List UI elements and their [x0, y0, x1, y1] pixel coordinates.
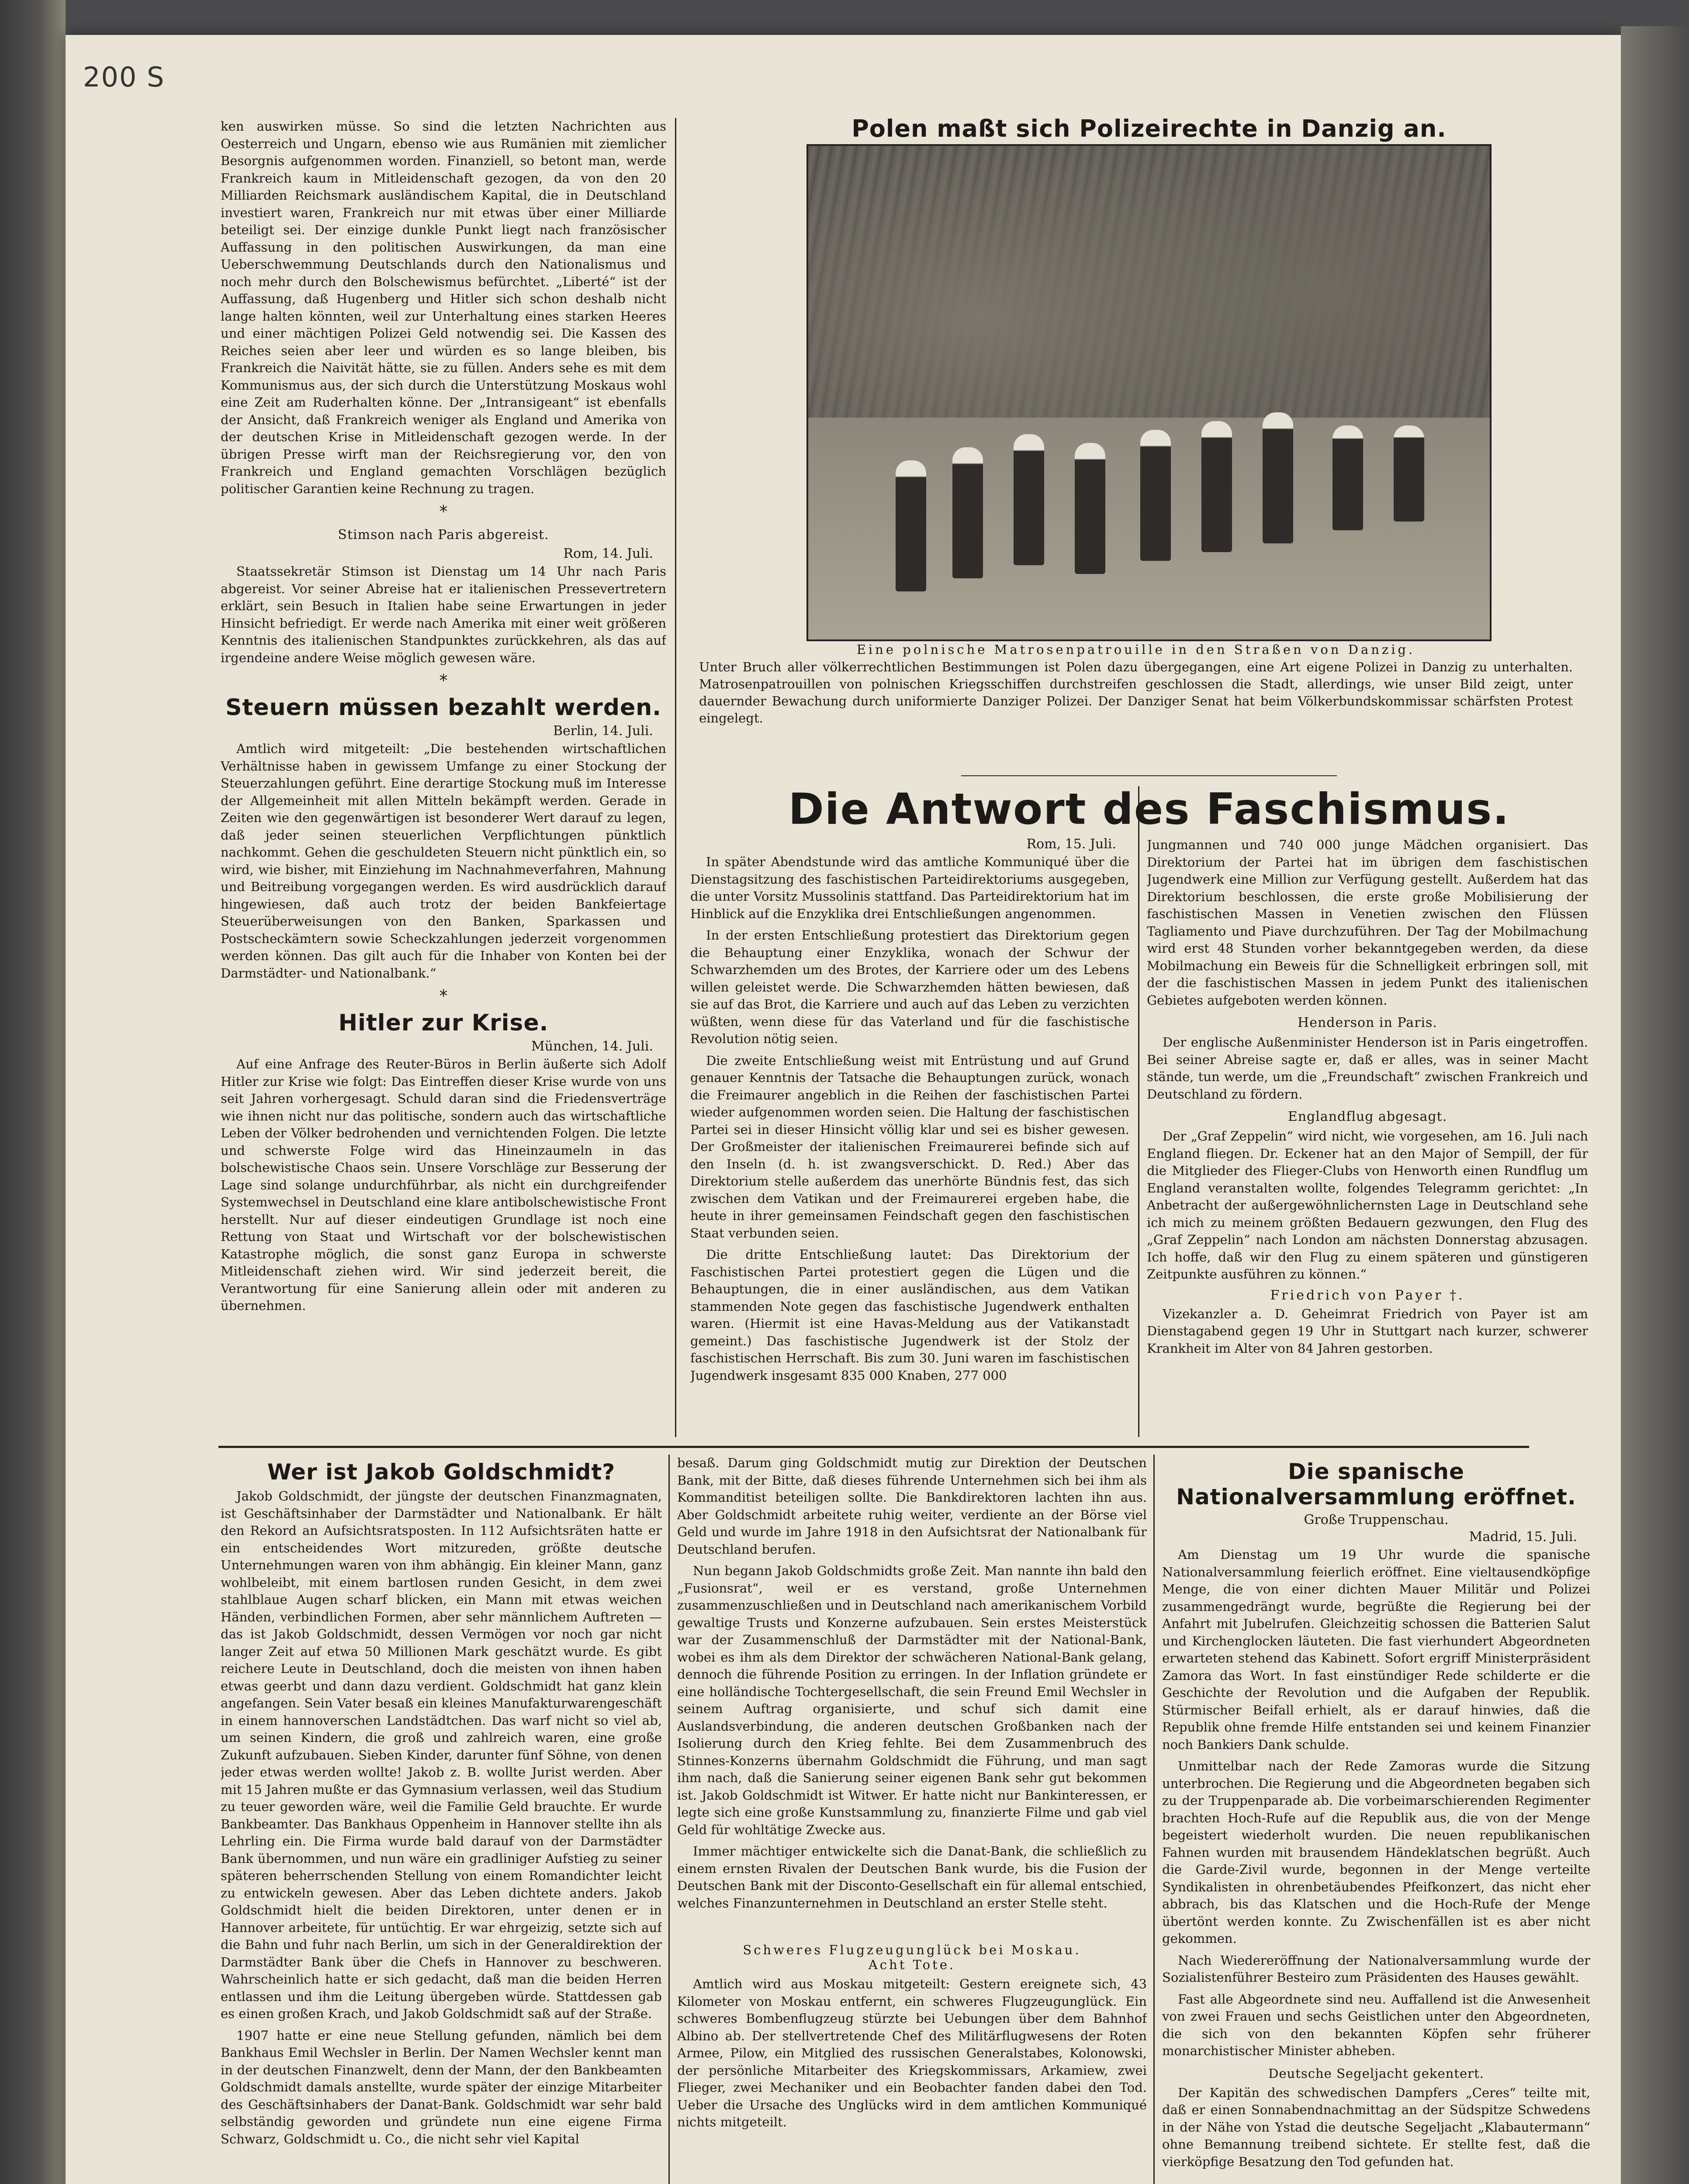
photo-figure — [896, 460, 926, 591]
photo-figure — [1140, 430, 1171, 561]
headline-stimson: Stimson nach Paris abgereist. — [338, 527, 549, 543]
article-text: In der ersten Entschließung protestiert das Direktorium gegen die Behauptung einer Enzyklika, wonach der Schwur der Schwarzhemden um des Brotes, der Karriere oder um des Lebens willen geleistet werde. Die Schwarzhemden hätten bewiesen, daß sie auf das Brot, die Karriere und auch auf das Leben zu verzichten wüßten, wenn diese für das Vaterland und für die faschistische Revolution nötig seien. — [690, 928, 1129, 1046]
article-text: Der Kapitän des schwedischen Dampfers „Ceres“ teilte mit, daß er einen Sonnabendnachmittag an der Südspitze Schwedens in der Nähe von Ystad die deutsche Segeljacht „Klabautermann“ ohne Bemannung treibend sichtete. Er stellte fest, daß die vierköpfige Besatzung den Tod gefunden hat. — [1162, 2085, 1590, 2169]
dateline: Rom, 14. Juli. — [563, 546, 653, 561]
article-text: Vizekanzler a. D. Geheimrat Friedrich von Payer ist am Dienstagabend gegen 19 Uhr in Stuttgart nach kurzer, schwerer Krankheit im Alter von 84 Jahren gestorben. — [1147, 1306, 1588, 1356]
section-star: * — [439, 502, 448, 521]
column-spain — [1162, 1455, 1590, 2184]
column-goldschmidt-1 — [221, 1455, 662, 2184]
article-text: Die dritte Entschließung lautet: Das Direktorium der Faschistischen Partei protestiert gegen die Lügen und die Behauptungen, die in einer ausländischen, aus dem Vatikan stammenden Note gegen das faschistische Jugendwerk enthalten waren. (Hiermit ist eine Havas-Meldung aus der Vatikanstadt gemeint.) Das faschistische Jugendwerk ist der Stolz der faschistischen Herrschaft. Bis zum 30. Juni waren im faschistischen Jugendwerk insgesamt 835 000 Knaben, 277 000 — [690, 1247, 1129, 1383]
article-text: Nun begann Jakob Goldschmidts große Zeit. Man nannte ihn bald den „Fusionsrat“, weil er es verstand, große Unternehmen zusammenzuschließen und in Deutschland nach amerikanischem Vorbild gewaltige Trusts und Konzerne aufzubauen. Sein erstes Meisterstück war der Zusammenschluß der Darmstädter mit der National-Bank, wobei es ihm als dem Direktor der schwächeren National-Bank gelang, dennoch die führende Position zu erringen. In der Inflation gründete er eine holländische Tochtergesellschaft, die sein Freund Emil Wechsler in seinem Auftrag organisierte, und schuf sich damit eine Auslandsverbindung, die anderen deutschen Großbanken nach der Isolierung durch den Krieg fehlte. Bei dem Zusammenbruch des Stinnes-Konzerns übernahm Goldschmidt die Führung, und man sagt ihm nach, daß die Sanierung seiner eigenen Bank sehr gut bekommen ist. Jakob Goldschmidt ist Witwer. Er hatte nicht nur Bankinteressen, er legte sich eine große Kunstsammlung zu, finanzierte Filme und gab viel Geld für wohltätige Zwecke aus. — [677, 1563, 1147, 1837]
article-text: Auf eine Anfrage des Reuter-Büros in Berlin äußerte sich Adolf Hitler zur Krise wie folgt: Das Eintreffen dieser Krise wurde von uns seit Jahren vorhergesagt. Schuld daran sind die Friedensverträge wie ihnen nicht nur das politische, sondern auch das wirtschaftliche Leben der Völker bedrohenden und vernichtenden Folgen. Die letzte und schwerste Folge wird das Hineinzaumeln in das bolschewistische Chaos sein. Unsere Vorschläge zur Besserung der Lage sind solange undurchführbar, als nicht ein durchgreifender Systemwechsel in Deutschland eine klare antibolschewistische Front herstellt. Nur auf dieser eindeutigen Grundlage ist noch eine Rettung von Staat und Wirtschaft vor der bolschewistischen Katastrophe möglich, die sonst ganz Europa in schwerste Mitleidenschaft ziehen wird. Wir sind jederzeit bereit, die Verantwortung für eine Sanierung allein oder mit anderen zu übernehmen. — [221, 1057, 666, 1313]
fascism-headline-box — [690, 782, 1608, 839]
page-number: 200 S — [83, 61, 165, 93]
section-star: * — [439, 986, 448, 1006]
caption-rule — [961, 775, 1337, 776]
subheadline-spain: Große Truppenschau. — [1304, 1512, 1449, 1527]
column-fascism-left — [690, 836, 1129, 1439]
photo-figure — [1333, 425, 1363, 530]
headline-polen: Polen maßt sich Polizeirechte in Danzig an. — [851, 116, 1447, 142]
article-text: Jungmannen und 740 000 junge Mädchen organisiert. Das Direktorium der Partei hat im übrigen dem faschistischen Jugendwerk eine Million zur Verfügung gestellt. Außerdem hat das Direktorium beschlossen, die erste große Mobilisierung der faschistischen Massen in Venetien zwischen den Flüssen Tagliamento und Piave durchzuführen. Der Tag der Mobilmachung wird erst 48 Stunden vorher bekanntgegeben werden, da diese Mobilmachung ein Beweis für die Schnelligkeit erbringen soll, mit der die faschistischen Massen in jedem Punkt des italienischen Gebietes aufgeboten werden können. — [1147, 837, 1588, 1008]
headline-hitler: Hitler zur Krise. — [338, 1010, 549, 1036]
article-text: Der „Graf Zeppelin“ wird nicht, wie vorgesehen, am 16. Juli nach England fliegen. Dr. Eckener hat an den Major of Sempill, der für die Mitglieder des Flieger-Clubs von Henworth einen Rundflug um England veranstalten wollte, folgendes Telegramm gerichtet: „In Anbetracht der außergewöhnlichernsten Lage in Deutschland sehe ich mich zu meinem größten Bedauern gezwungen, den Flug des „Graf Zeppelin“ nach London am nächsten Donnerstag abzusagen. Ich hoffe, daß wir den Flug zu einem späteren und günstigeren Zeitpunkte ausführen zu können.“ — [1147, 1129, 1588, 1282]
section-rule — [218, 1446, 1529, 1448]
column-rule — [1138, 786, 1139, 1437]
headline-spain: Die spanische Nationalversammlung eröffnet. — [1176, 1459, 1576, 1510]
article-text: Amtlich wird aus Moskau mitgeteilt: Gestern ereignete sich, 43 Kilometer von Moskau entfernt, ein schweres Flugzeugunglück. Ein schweres Bombenflugzeug stürzte bei Uebungen über dem Bahnhof Albino ab. Der stellvertretende Chef des Militärflugwesens der Roten Armee, Pilow, ein Mitglied des russischen Generalstabes, Kolonowski, der persönliche Mitarbeiter des Kriegskommissars, Arkamiew, zwei Flieger, zwei Mechaniker und ein Beobachter fanden dabei den Tod. Ueber die Ursache des Unglücks wird in dem amtlichen Kommuniqué nichts mitgeteilt. — [677, 1977, 1147, 2129]
section-star: * — [439, 671, 448, 690]
obituary-name: Friedrich von Payer †. — [1270, 1287, 1465, 1303]
photo-figure — [952, 447, 983, 578]
scan-background-left — [0, 0, 66, 2184]
column-fascism-right — [1147, 836, 1588, 1439]
article-text: Amtlich wird mitgeteilt: „Die bestehenden wirtschaftlichen Verhältnisse haben in gewissem Umfange zu einer Stockung der Steuerzahlungen geführt. Eine derartige Stockung muß im Interesse der Allgemeinheit mit allen Mitteln bekämpft werden. Gerade in Zeiten wie den gegenwärtigen ist besonderer Wert darauf zu legen, daß jeder seinen steuerlichen Verpflichtungen pünktlich nachkommt. Gehen die geschuldeten Steuern nicht pünktlich ein, so wird, wie bisher, mit Einziehung im Nachnahmeverfahren, Mahnung und Beitreibung vorgegangen werden. Es wird ausdrücklich darauf hingewiesen, daß auch trotz der beiden Bankfeiertage Steuerüberweisungen von den Banken, Sparkassen und Postscheckämtern sowie Scheckzahlungen jederzeit vorgenommen werden können. Das gilt auch für die Inhaber von Konten bei der Darmstädter- und Nationalbank.“ — [221, 741, 666, 981]
photo-figure — [1201, 421, 1232, 552]
column-goldschmidt-2 — [677, 1455, 1147, 2184]
article-text: Am Dienstag um 19 Uhr wurde die spanische Nationalversammlung feierlich eröffnet. Eine vieltausendköpfige Menge, die von einer dichten Mauer Militär und Polizei zusammengedrängt wurde, begrüßte die Regierung bei der Anfahrt mit Jubelrufen. Gleichzeitig schossen die Batterien Salut und Kirchenglocken läuteten. Die fast vierhundert Abgeordneten erwarteten stehend das Kabinett. Sofort ergriff Ministerpräsident Zamora das Wort. In fast einstündiger Rede schilderte er die Geschichte der Revolution und die Aufgaben der Republik. Stürmischer Beifall erhielt, als er darauf hinwies, daß die Republik ohne fremde Hilfe entstanden sei und keinem Finanzier noch Bankiers Dank schulde. — [1162, 1547, 1590, 1752]
photo-figure — [1075, 443, 1105, 574]
headline-steuern: Steuern müssen bezahlt werden. — [225, 695, 661, 721]
article-text: Die zweite Entschließung weist mit Entrüstung und auf Grund genauer Kenntnis der Tatsache die Behauptungen zurück, wonach die Freimaurer angeblich in die Reihen der faschistischen Partei wieder aufgenommen worden seien. Die Haltung der faschistischen Partei sei in dieser Hinsicht völlig klar und sei es bisher gewesen. Der Großmeister der italienischen Freimaurerei befinde sich auf den Inseln (d. h. ist zwangsverschickt. D. Red.) Aber das Direktorium stelle außerdem das unerhörte Bündnis fest, das sich zwischen dem Vatikan und der Freimaurerei ergeben habe, die heute in ihrer gemeinsamen Feindschaft gegen den faschistischen Staat verbunden seien. — [690, 1053, 1129, 1241]
article-text: Nach Wiedereröffnung der Nationalversammlung wurde der Sozialistenführer Besteiro zum Präsidenten des Hauses gewählt. — [1162, 1952, 1590, 1985]
article-text: besaß. Darum ging Goldschmidt mutig zur Direktion der Deutschen Bank, mit der Bitte, daß dieses führende Unternehmen sich bei ihm als Kommanditist beteiligen sollte. Die Bankdirektoren lachten ihn aus. Aber Goldschmidt arbeitete ruhig weiter, verdiente an der Börse viel Geld und wurde im Jahre 1918 in den Aufsichtsrat der Nationalbank für Deutschland berufen. — [677, 1455, 1147, 1557]
column-left — [221, 118, 666, 1437]
photo-figure — [1394, 425, 1424, 522]
caption-title: Eine polnische Matrosenpatrouille in den Straßen von Danzig. — [856, 642, 1416, 657]
column-rule — [675, 118, 676, 1437]
article-text: 1907 hatte er eine neue Stellung gefunden, nämlich bei dem Bankhaus Emil Wechsler in Berlin. Der Namen Wechsler kennt man in der deutschen Finanzwelt, denn der Mann, der den Bankbeamten Goldschmidt damals anstellte, wurde später der einzige Mitarbeiter des Geschäftsinhabers der Danat-Bank. Goldschmidt war sehr bald selbständig geworden und gründete nun eine eigene Firma Schwarz, Goldschmidt u. Co., die nicht sehr viel Kapital — [221, 2028, 662, 2146]
scan-background-right — [1621, 26, 1689, 2184]
news-photo-danzig — [806, 144, 1492, 641]
article-text: In später Abendstunde wird das amtliche Kommuniqué über die Dienstagsitzung des faschistischen Parteidirektoriums ausgegeben, die unter Vorsitz Mussolinis stattfand. Das Parteidirektorium hat im Hinblick auf die Enzyklika drei Entschließungen angenommen. — [690, 854, 1129, 921]
article-text: ken auswirken müsse. So sind die letzten Nachrichten aus Oesterreich und Ungarn, ebenso wie aus Rumänien mit ziemlicher Besorgnis aufgenommen worden. Finanziell, so betont man, werde Frankreich kaum in Mitleidenschaft gezogen, da von den 20 Milliarden Reichsmark ausländischem Kapital, die in Deutschland investiert waren, Frankreich nur mit etwas über einer Milliarde beteiligt sei. Der einzige dunkle Punkt liegt nach französischer Auffassung in den politischen Auswirkungen, da man eine Ueberschwemmung Deutschlands durch den Nationalismus und noch mehr durch den Bolschewismus befürchtet. „Liberté“ ist der Auffassung, daß Hugenberg und Hitler sich schon deshalb nicht lange halten könnten, weil zur Unterhaltung eines starken Heeres und einer mächtigen Polizei Geld notwendig sei. Die Kassen des Reiches seien aber leer und würden es so lange bleiben, bis Frankreich die Naivität hätte, sie zu füllen. Anders sehe es mit dem Kommunismus aus, der sich durch die Unterstützung Moskaus wohl eine Zeit am Ruderhalten könne. Der „Intransigeant“ ist ebenfalls der Ansicht, daß Frankreich weniger als England und Amerika von der deutschen Krise in Mitleidenschaft gezogen werde. In der übrigen Presse wirft man der Reichsregierung vor, den von Frankreich und England gemachten Vorschlägen bezüglich politischer Garantien keine Rechnung zu tragen. — [221, 119, 666, 496]
dateline: München, 14. Juli. — [531, 1039, 653, 1054]
article-text: Fast alle Abgeordnete sind neu. Auffallend ist die Anwesenheit von zwei Frauen und sechs Geistlichen unter den Abgeordneten, die sich von den bekannten Köpfen sehr früherer monarchistischer Minister abheben. — [1162, 1991, 1590, 2058]
dateline: Berlin, 14. Juli. — [553, 723, 653, 739]
photo-caption-box — [699, 642, 1573, 773]
article-text: Immer mächtiger entwickelte sich die Danat-Bank, die schließlich zu einem ernsten Rivalen der Deutschen Bank wurde, bis die Fusion der Deutschen Bank mit der Disconto-Gesellschaft ein für allemal entschied, welches Finanzunternehmen in Deutschland an erster Stelle steht. — [677, 1844, 1147, 1911]
photo-caption: Unter Bruch aller völkerrechtlichen Bestimmungen ist Polen dazu übergegangen, eine Art eigene Polizei in Danzig zu unterhalten. Matrosenpatrouillen von polnischen Kriegsschiffen durchstreifen geschlossen die Stadt, allerdings, wie unser Bild zeigt, unter dauernder Bewachung durch uniformierte Danziger Polizei. Der Danziger Senat hat beim Völkerbundskommissar schärfsten Protest eingelegt. — [699, 660, 1573, 726]
headline-moskau: Schweres Flugzeugunglück bei Moskau. — [743, 1942, 1081, 1957]
headline-henderson: Henderson in Paris. — [1298, 1015, 1437, 1030]
column-rule — [668, 1455, 670, 2184]
photo-figure — [1014, 434, 1044, 565]
subheadline-moskau: Acht Tote. — [868, 1957, 956, 1972]
article-text: Unmittelbar nach der Rede Zamoras wurde die Sitzung unterbrochen. Die Regierung und die Abgeordneten begaben sich zu der Truppenparade ab. Die vorbeimarschierenden Regimenter brachten Hoch-Rufe auf die Republik aus, die von der Menge begeistert wiederholt wurden. Die neuen republikanischen Fahnen wurden mit brausendem Händeklatschen begrüßt. Auch die Garde-Zivil wurde, begonnen in der Menge verteilte Syndikalisten in ohrenbetäubendes Pfeifkonzert, das nicht eher abbrach, bis das Klatschen und die Hoch-Rufe der Menge übertönt werden konnte. Zu Zwischenfällen ist es aber nicht gekommen. — [1162, 1759, 1590, 1946]
headline-goldschmidt: Wer ist Jakob Goldschmidt? — [267, 1459, 616, 1485]
column-rule — [1153, 1455, 1155, 2184]
article-text: Jakob Goldschmidt, der jüngste der deutschen Finanzmagnaten, ist Geschäftsinhaber der Darmstädter und Nationalbank. Er hält den Rekord an Aufsichtsratsposten. In 112 Aufsichtsräten hatte er ein entscheidendes Wort mitzureden, größte deutsche Unternehmungen waren von ihm abhängig. Ein kleiner Mann, ganz wohlbeleibt, mit einem bartlosen runden Gesicht, in dem zwei stahlblaue Augen scharf blicken, ein Mann mit etwas weichen Händen, verbindlichen Formen, aber sehr männlichem Auftreten — das ist Jakob Goldschmidt, dessen Vermögen vor noch gar nicht langer Zeit auf etwa 50 Millionen Mark geschätzt wurde. Es gibt reichere Leute in Deutschland, doch die meisten von ihnen haben etwas geerbt und dann dazu verdient. Goldschmidt hat ganz klein angefangen. Sein Vater besaß ein kleines Manufakturwarengeschäft in einem hannoverschen Landstädtchen. Das warf nicht so viel ab, um seinen Kindern, die groß und zahlreich waren, eine große Zukunft aufzubauen. Sieben Kinder, darunter fünf Söhne, von denen jeder etwas werden wollte! Jakob z. B. wollte Jurist werden. Aber mit 15 Jahren mußte er das Gymnasium verlassen, weil das Studium zu teuer geworden wäre, weil die Familie Geld brauchte. Er wurde Bankbeamter. Das Bankhaus Oppenheim in Hannover stellte ihn als Lehrling ein. Die Firma wurde bald darauf von der Darmstädter Bank übernommen, und nun wäre ein gradliniger Aufstieg zu seiner späteren beherrschenden Stellung von einem Romandichter leicht zu entwickeln gewesen. Aber das Leben dichtete anders. Jakob Goldschmidt hielt die beiden Direktoren, unter denen er in Hannover arbeitete, für untüchtig. Er war ehrgeizig, setzte sich auf die Bahn und fuhr nach Berlin, um sich in der Generaldirektion der Darmstädter Bank über die Chefs in Hannover zu beschweren. Wahrscheinlich hatte er sich gedacht, daß man die beiden Herren entlassen und ihm die Leitung übergeben würde. Stattdessen gab es einen großen Krach, und Jakob Goldschmidt saß auf der Straße. — [221, 1489, 662, 2021]
article-text: Der englische Außenminister Henderson ist in Paris eingetroffen. Bei seiner Abreise sagte er, daß er alles, was in seiner Macht stände, tun werde, um die „Freundschaft“ zwischen Frankreich und Deutschland zu fördern. — [1147, 1035, 1588, 1102]
article-text: Staatssekretär Stimson ist Dienstag um 14 Uhr nach Paris abgereist. Vor seiner Abreise hat er italienischen Pressevertretern erklärt, sein Besuch in Italien habe seine Erwartungen in jeder Hinsicht befriedigt. Er werde nach Amerika mit einer weit größeren Kenntnis des italienischen Standpunktes zurückkehren, als das auf irgendeine andere Weise möglich gewesen wäre. — [221, 564, 666, 665]
dateline: Madrid, 15. Juli. — [1469, 1529, 1577, 1545]
headline-segeljacht: Deutsche Segeljacht gekentert. — [1268, 2066, 1484, 2081]
headline-zeppelin: Englandflug abgesagt. — [1288, 1109, 1447, 1124]
photo-figure — [1263, 412, 1293, 543]
dateline: Rom, 15. Juli. — [1026, 836, 1116, 852]
headline-faschismus: Die Antwort des Faschismus. — [788, 784, 1510, 834]
